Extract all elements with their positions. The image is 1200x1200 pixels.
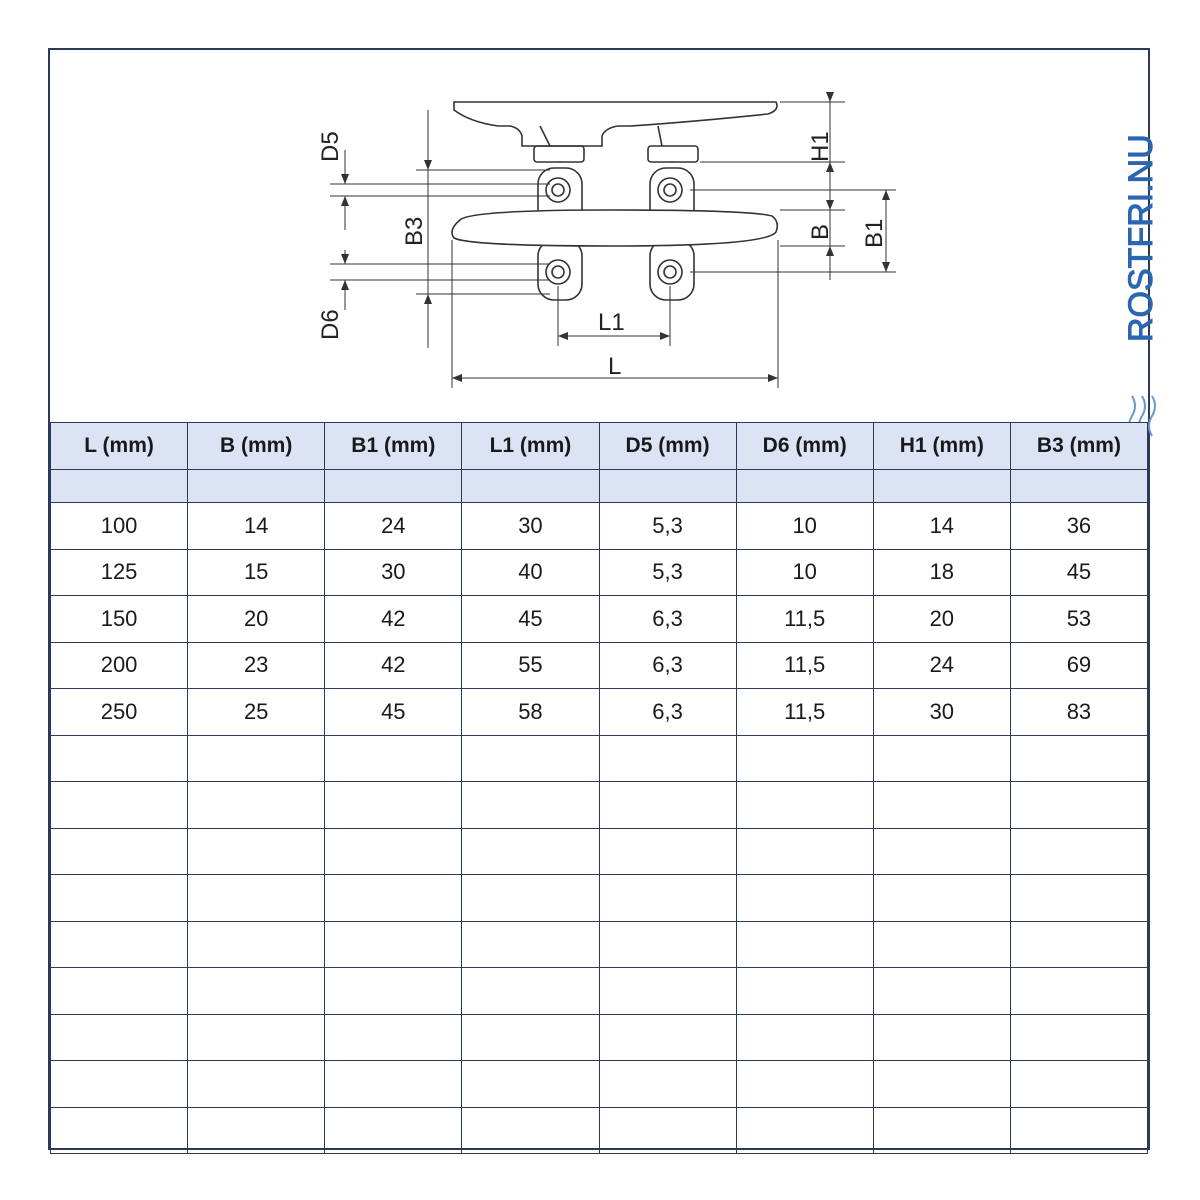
- table-cell: 20: [188, 596, 325, 643]
- table-cell: [462, 1061, 599, 1108]
- table-cell: [51, 1107, 188, 1154]
- table-cell: 200: [51, 642, 188, 689]
- table-header-row: [51, 423, 1148, 470]
- table-cell: [873, 968, 1010, 1015]
- table-cell: [599, 735, 736, 782]
- table-cell: [51, 782, 188, 829]
- table-cell: [462, 875, 599, 922]
- label-h1: H1: [807, 131, 834, 162]
- table-cell: [1010, 875, 1147, 922]
- table-cell: 45: [1010, 549, 1147, 596]
- table-cell: [51, 875, 188, 922]
- band-cell: [462, 470, 599, 503]
- table-cell: [325, 1014, 462, 1061]
- col-header-b3: B3 (mm): [1010, 423, 1147, 470]
- table-cell: [325, 1107, 462, 1154]
- table-cell: 36: [1010, 503, 1147, 550]
- table-cell: [188, 1061, 325, 1108]
- cleat-dimension-diagram: [50, 50, 1148, 422]
- table-cell: [462, 1014, 599, 1061]
- table-row: [51, 642, 1148, 689]
- table-cell: 24: [325, 503, 462, 550]
- table-row: [51, 1107, 1148, 1154]
- table-cell: 20: [873, 596, 1010, 643]
- table-cell: [188, 782, 325, 829]
- label-l: L: [608, 353, 622, 380]
- table-cell: [51, 828, 188, 875]
- table-cell: [51, 968, 188, 1015]
- col-header-l: L (mm): [51, 423, 188, 470]
- col-header-b: B (mm): [188, 423, 325, 470]
- table-cell: [873, 828, 1010, 875]
- table-cell: 11,5: [736, 689, 873, 736]
- table-cell: [736, 875, 873, 922]
- col-header-l1: L1 (mm): [462, 423, 599, 470]
- table-cell: [873, 1107, 1010, 1154]
- table-cell: [325, 1061, 462, 1108]
- table-cell: [51, 1014, 188, 1061]
- label-b1: B1: [861, 218, 888, 248]
- table-cell: [736, 782, 873, 829]
- table-cell: [188, 1014, 325, 1061]
- band-cell: [736, 470, 873, 503]
- band-cell: [188, 470, 325, 503]
- table-cell: 18: [873, 549, 1010, 596]
- table-cell: [599, 1014, 736, 1061]
- table-cell: 45: [462, 596, 599, 643]
- table-cell: 30: [873, 689, 1010, 736]
- table-cell: [873, 921, 1010, 968]
- band-cell: [1010, 470, 1147, 503]
- table-cell: [873, 735, 1010, 782]
- header-band-row: [51, 470, 1148, 503]
- table-cell: [325, 735, 462, 782]
- brand-logo: [1080, 90, 1170, 450]
- table-cell: 58: [462, 689, 599, 736]
- table-cell: [599, 921, 736, 968]
- table-cell: 125: [51, 549, 188, 596]
- table-cell: 14: [188, 503, 325, 550]
- table-cell: 10: [736, 503, 873, 550]
- table-body: [51, 503, 1148, 1154]
- label-b3: B3: [401, 216, 428, 246]
- table-row: [51, 549, 1148, 596]
- table-cell: 42: [325, 596, 462, 643]
- table-cell: 10: [736, 549, 873, 596]
- brand-name: ROSTFRI.NU: [1122, 134, 1160, 342]
- col-header-b1: B1 (mm): [325, 423, 462, 470]
- table-cell: [51, 1061, 188, 1108]
- table-cell: 11,5: [736, 642, 873, 689]
- table-cell: [188, 735, 325, 782]
- table-cell: [736, 921, 873, 968]
- table-cell: [599, 1061, 736, 1108]
- label-l1: L1: [598, 309, 625, 336]
- table-cell: [736, 1107, 873, 1154]
- table-cell: 6,3: [599, 689, 736, 736]
- band-cell: [325, 470, 462, 503]
- col-header-d6: D6 (mm): [736, 423, 873, 470]
- table-cell: [599, 828, 736, 875]
- table-cell: 30: [462, 503, 599, 550]
- table-cell: [1010, 921, 1147, 968]
- table-cell: [1010, 968, 1147, 1015]
- table-cell: 42: [325, 642, 462, 689]
- table-cell: [736, 735, 873, 782]
- table-cell: [599, 782, 736, 829]
- table-cell: 14: [873, 503, 1010, 550]
- table-cell: [462, 735, 599, 782]
- table-cell: [51, 735, 188, 782]
- table-cell: 5,3: [599, 503, 736, 550]
- table-row: [51, 968, 1148, 1015]
- table-cell: 11,5: [736, 596, 873, 643]
- table-cell: [599, 968, 736, 1015]
- band-cell: [51, 470, 188, 503]
- table-cell: [188, 968, 325, 1015]
- col-header-h1: H1 (mm): [873, 423, 1010, 470]
- table-cell: [462, 782, 599, 829]
- spec-sheet: [48, 48, 1160, 1150]
- table-cell: [462, 968, 599, 1015]
- col-header-d5: D5 (mm): [599, 423, 736, 470]
- table-cell: [736, 1061, 873, 1108]
- table-cell: 83: [1010, 689, 1147, 736]
- table-cell: [873, 875, 1010, 922]
- table-cell: [188, 828, 325, 875]
- table-cell: [51, 921, 188, 968]
- table-row: [51, 921, 1148, 968]
- table-row: [51, 1014, 1148, 1061]
- table-cell: [325, 828, 462, 875]
- table-cell: 6,3: [599, 596, 736, 643]
- band-cell: [599, 470, 736, 503]
- table-cell: 24: [873, 642, 1010, 689]
- label-d5: D5: [317, 131, 344, 162]
- table-row: [51, 828, 1148, 875]
- label-d6: D6: [317, 309, 344, 340]
- table-cell: [736, 1014, 873, 1061]
- table-cell: [188, 1107, 325, 1154]
- table-cell: 55: [462, 642, 599, 689]
- table-cell: 25: [188, 689, 325, 736]
- table-cell: [462, 828, 599, 875]
- table-cell: [873, 1061, 1010, 1108]
- table-row: [51, 735, 1148, 782]
- table-cell: [599, 875, 736, 922]
- table-cell: 100: [51, 503, 188, 550]
- table-cell: [1010, 1014, 1147, 1061]
- table-cell: [325, 875, 462, 922]
- table-cell: 250: [51, 689, 188, 736]
- table-row: [51, 689, 1148, 736]
- table-row: [51, 782, 1148, 829]
- table-cell: 15: [188, 549, 325, 596]
- cleat-side-view: [454, 102, 777, 162]
- table-cell: [1010, 1061, 1147, 1108]
- table-cell: [188, 875, 325, 922]
- table-cell: 5,3: [599, 549, 736, 596]
- table-cell: 150: [51, 596, 188, 643]
- table-cell: [873, 1014, 1010, 1061]
- table-cell: [736, 968, 873, 1015]
- table-row: [51, 875, 1148, 922]
- table-cell: [1010, 828, 1147, 875]
- table-cell: [1010, 782, 1147, 829]
- table-cell: [462, 1107, 599, 1154]
- label-b: B: [807, 223, 834, 240]
- table-cell: 69: [1010, 642, 1147, 689]
- table-cell: [188, 921, 325, 968]
- table-cell: 53: [1010, 596, 1147, 643]
- table-cell: 6,3: [599, 642, 736, 689]
- table-row: [51, 503, 1148, 550]
- band-cell: [873, 470, 1010, 503]
- table-cell: [325, 782, 462, 829]
- table-cell: [736, 828, 873, 875]
- table-cell: [1010, 735, 1147, 782]
- table-cell: 45: [325, 689, 462, 736]
- dimension-table: [50, 422, 1148, 1154]
- table-cell: [599, 1107, 736, 1154]
- table-cell: [462, 921, 599, 968]
- table-row: [51, 596, 1148, 643]
- table-row: [51, 1061, 1148, 1108]
- table-cell: [873, 782, 1010, 829]
- table-cell: 40: [462, 549, 599, 596]
- table-cell: [1010, 1107, 1147, 1154]
- table-cell: 30: [325, 549, 462, 596]
- table-cell: [325, 921, 462, 968]
- table-cell: 23: [188, 642, 325, 689]
- table-cell: [325, 968, 462, 1015]
